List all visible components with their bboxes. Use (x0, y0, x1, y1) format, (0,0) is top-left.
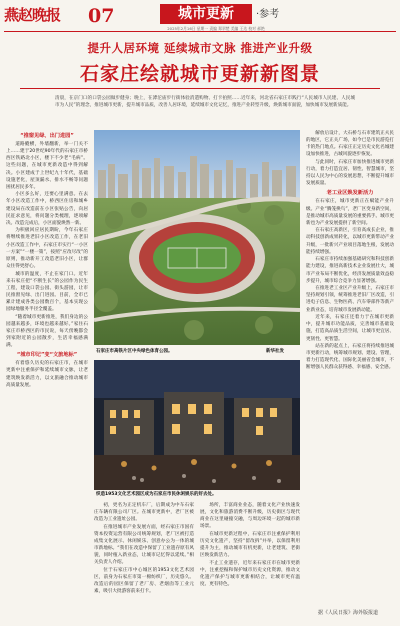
art-park-image (94, 360, 300, 490)
masthead-divider (4, 31, 396, 32)
body-paragraph: “随着城市更新推进，我们身边的公园越来越多，环境也越来越好。”家住石家庄市桥西区的市民说，每天傍晚都会到家附近的公园散步，生活幸福感满满。 (6, 314, 88, 349)
section-subhead: 老工业区焕发新活力 (326, 189, 374, 196)
section-subtitle: ·参考 (256, 9, 280, 20)
photo1-caption: 石家庄市高铁片区中央绿色体育公园。 (96, 349, 173, 354)
body-paragraph: 小区多么好，还要心里满意。在去年小区改造工作中，桥西区住房和城乡建设局在改造前在小区张贴公告，向居民征求意见，将问题分类梳理，逐项解决。改造完成后，小区面貌焕然一新。 (6, 192, 88, 226)
page-number: 07 (88, 5, 115, 27)
body-paragraph: 初，更名为正定机车厂，后期成为中车石家庄车辆有限公司厂区。在城市更新中，老厂区被改造为工业遗址公园。 (94, 503, 194, 523)
body-paragraph: 有着悠久历史的石家庄市，在城市更新中注重保护和延续城市文脉，让老建筑焕发新活力，以文旅融合推动城市高质量发展。 (6, 361, 88, 388)
masthead (0, 0, 400, 30)
body-paragraph: 解放后设计，大石桥与石市建筑正夫民的地区，它正关广场，如今已是市民游览打卡的热门地点。石家庄正定历史文化名城建设加快推进，古城风貌逐步恢复。 (306, 131, 394, 158)
section-subhead: “城市印记”变“文旅地标” (16, 351, 78, 358)
source-note: 据《人民日报》海外版报道 (318, 610, 379, 616)
photo2-caption: 织造1953文化艺术园区成为石家庄市民休闲娱乐的好去处。 (96, 492, 217, 497)
newspaper-logo: 燕赵晚报 (4, 6, 61, 24)
body-paragraph: 近年来，石家庄还着力于在城市更新中，提升城市功能品质，完善城市基础设施，打造高品质生活空间，让城市更宜居、更韧性、更智慧。 (306, 315, 394, 342)
photo-art-park (94, 360, 300, 490)
main-headline: 石家庄绘就城市更新新图景 (79, 63, 320, 85)
body-paragraph: 在城市更新过程中，石家庄市注重保护利用历史文化遗产，坚持“留改拆”并举，以保留利用提升为主，推动城市有机更新，让老建筑、老街区焕发新活力。 (200, 531, 300, 559)
body-paragraph: 道路縱横，外墙翻新，举一门关不上……建于20世纪90年代的石家庄市桥西区铁路北小区，楼下不少老“毛病”。这些问题，在城市更新改造中得到解决。小区建成于上世纪九十年代，基础设施老化，屋顶漏水、排水不畅等问题困扰居民多年。 (6, 142, 88, 190)
body-paragraph: 在石家庄，城市更新正在赋能产业升级。产业“腾笼换鸟”，老厂区变身新空间，是推动城市高质量发展的重要抓手。城市更新也为产业发展提供了新空间。 (306, 199, 394, 226)
body-paragraph: 为积极回应居民期盼，今年石家庄将继续推进老旧小区改造工作，在老旧小区改造工作中，石家庄市实行“一小区一方案”“一楼一策”，按照“应改尽改”的原则，推动新开工改造老旧小区，让群众住得更舒心。 (6, 228, 88, 269)
article-column-4 (306, 130, 394, 610)
body-paragraph: 在推进城市产业发展方面，经石家庄市国有资本投资运营有限公司统筹规划，老厂区被打造成集文化展示、休闲娱乐、创意办公为一体的城市新地标。“我们在改造中保留了工业遗存原有风貌，同时植入新业态，让城市记忆得以延续。”相关负责人介绍。 (94, 524, 194, 566)
body-paragraph: 城市的温度，不止在家门口。近年来石家庄把“不断生长”的公园作为民生工程，建设口袋公园、街头游园，让市民推窗见绿、出门进园。目前，全市已累计建成各类公园数百个，基本实现公园绿地服务半径全覆盖。 (6, 271, 88, 313)
body-paragraph: 场所，丰富商业业态，随着文化产业快速发展，文化和旅游消费不断升级，历史街区与现代商业在这里碰撞交融，与周边环境一起的城市新场景。 (200, 503, 300, 530)
section-subhead: “推窗见绿、出门进园” (20, 132, 74, 139)
headline-divider (20, 88, 380, 89)
body-paragraph: 站在新的起点上，石家庄将持续推进城市更新行动，统筹城市规划、建设、管理，着力打造现代化、国际化美丽省会城市，不断增强人民群众获得感、幸福感、安全感。 (306, 344, 394, 371)
body-paragraph: 在石家庄高新区，引育高成长企业，推动科技创新成果转化，以城市更新带动产业升级，一批新兴产业项目落地生根，发展动能持续增强。 (306, 228, 394, 255)
stadium-park-image (94, 130, 300, 345)
body-paragraph: 在推进老工业区产业升级上，石家庄市坚持规划引领，统筹推进老旧厂区改造，引进电子信息、生物医药、汽车零部件等新产业新业态，培育城市发展新动能。 (306, 286, 394, 313)
lead-paragraph: 清晨，在京门口的口袋公园做步健身；晚上，在滹沱庙步行街体验消遣购物、打卡拍照……近年来，河北省石家庄市践行“人民城市人民建、人民城市为人民”的理念，推进城市更新，提升城市品质，改善人居环境，延续城市文化记忆，推进产业转型升级，焕新城市面貌，加快城市发展新质能。 (55, 96, 355, 109)
article-column-3 (200, 502, 300, 612)
kicker-headline: 提升人居环境 延续城市文脉 推进产业升级 (87, 41, 313, 55)
photo1-credit: 新华社发 (266, 349, 284, 354)
body-paragraph: 石家庄市持续加强基础研究和科技创新能力建设，推进高新技术企业发展壮大，城市产业布局不断优化，经济发展质量效益稳步提升，城市综合竞争力显著增强。 (306, 257, 394, 284)
article-column-2 (94, 502, 194, 612)
article-column-1 (6, 130, 88, 610)
body-paragraph: 不止工业遗存，近年来石家庄市在城市更新中，注重挖掘和保护城市历史文化资源，推动文化遗产保护与城市更新相结合，让城市更有温度、更有特色。 (200, 560, 300, 588)
section-title: 城市更新 (160, 4, 252, 24)
body-paragraph: 位于石家庄市中心城区的1953文化艺术园区，前身为石家庄市第一棉纺织厂，历史悠久。改造后的园区保留了老厂房、老烟囱等工业元素，吸引大批游客前来打卡。 (94, 567, 194, 595)
dateline: 2025年2月16日 星期一 责编 郑翠楚 美编 王达 校对 郝艳 (167, 26, 265, 31)
body-paragraph: 与此同时，石家庄市加快推进城市更新行动，着力打造宜居、韧性、智慧城市，坚持以人民为中心的发展思想，不断提升城市发展质量。 (306, 159, 394, 187)
photo-stadium-park (94, 130, 300, 345)
